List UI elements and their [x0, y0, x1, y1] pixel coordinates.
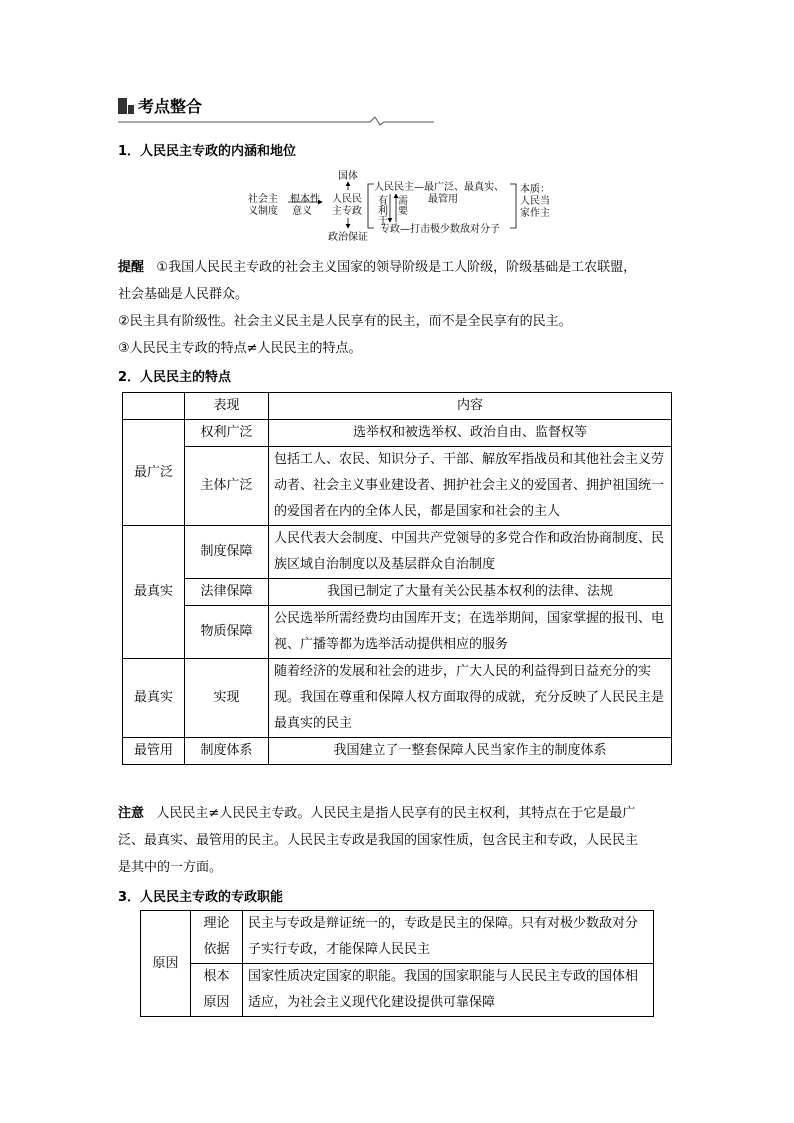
row-label: 制度保障	[185, 526, 269, 579]
header-performance: 表现	[185, 393, 269, 420]
node-democracy-b: 最管用	[428, 194, 458, 205]
table-row	[141, 911, 654, 964]
node-political-guarantee: 政治保证	[328, 232, 368, 243]
row-label: 物质保障	[185, 606, 269, 659]
section-marker-icon	[118, 98, 134, 114]
edge-v1a: 有	[378, 196, 388, 207]
node-state-system: 国体	[338, 171, 358, 182]
table-row	[123, 526, 672, 579]
row-label: 制度体系	[185, 738, 269, 765]
tip-line-1b: 社会基础是人民群众。	[118, 287, 249, 302]
edge-v2b: 要	[398, 206, 408, 217]
row-label: 权利广泛	[185, 420, 269, 447]
row-content: 人民代表大会制度、中国共产党领导的多党合作和政治协商制度、民族区域自治制度以及基层群众自治制度	[269, 526, 672, 579]
note-line-2: 泛、最真实、最管用的民主。人民民主专政是我国的国家性质，包含民主和专政，人民民主	[118, 833, 639, 848]
note-block	[118, 800, 678, 881]
node-democracy-a: 人民民主—最广泛、最真实、	[374, 182, 504, 193]
row-label: 理论 依据	[191, 911, 243, 964]
edge-v2a: 需	[398, 196, 408, 207]
node-essence-a: 本质：	[520, 184, 550, 195]
tip-label: 提醒	[118, 260, 145, 275]
row-label: 法律保障	[185, 579, 269, 606]
header-content: 内容	[269, 393, 672, 420]
section-underline	[118, 116, 434, 126]
row-content: 选举权和被选举权、政治自由、监督权等	[269, 420, 672, 447]
row-content: 我国已制定了大量有关公民基本权利的法律、法规	[269, 579, 672, 606]
tip-line-1: 提醒 ①我国人民民主专政的社会主义国家的领导阶级是工人阶级，阶级基础是工农联盟，	[118, 260, 637, 275]
tip-line-2: ②民主具有阶级性。社会主义民主是人民享有的民主，而不是全民享有的民主。	[118, 314, 572, 329]
node-social-system-b: 义制度	[248, 206, 278, 217]
tip-block	[118, 254, 678, 362]
concept-diagram	[240, 168, 580, 248]
row-content: 我国建立了一整套保障人民当家作主的制度体系	[269, 738, 672, 765]
features-table	[122, 392, 672, 765]
edge-label-a: 根本性	[290, 194, 320, 205]
node-social-system-a: 社会主	[248, 194, 278, 205]
table-header-row	[123, 393, 672, 420]
node-essence-c: 家作主	[520, 208, 550, 219]
tip-line-3: ③人民民主专政的特点≠人民民主的特点。	[118, 341, 362, 356]
item3-heading: 3．人民民主专政的专政职能	[118, 890, 284, 905]
table-row	[123, 447, 672, 526]
row-content: 公民选举所需经费均由国库开支；在选举期间，国家掌握的报刊、电视、广播等都为选举活动提供相应的服务	[269, 606, 672, 659]
node-dictatorship-a: 人民民	[332, 194, 362, 205]
group-most-real-2: 最真实	[123, 659, 185, 738]
row-label: 根本 原因	[191, 964, 243, 1017]
note-label: 注意	[118, 806, 145, 821]
table-row	[123, 420, 672, 447]
function-table	[140, 910, 654, 1017]
row-label: 主体广泛	[185, 447, 269, 526]
row-content: 民主与专政是辩证统一的，专政是民主的保障。只有对极少数敌对分子实行专政，才能保障人民民主	[243, 911, 654, 964]
table-row	[123, 659, 672, 738]
table-row	[123, 579, 672, 606]
section-title-text: 考点整合	[138, 97, 203, 116]
row-label: 实现	[185, 659, 269, 738]
node-essence-b: 人民当	[520, 196, 550, 207]
section-title	[118, 94, 202, 117]
table-row	[123, 738, 672, 765]
edge-v1b: 利	[378, 206, 388, 217]
group-most-effective: 最管用	[123, 738, 185, 765]
row-content: 国家性质决定国家的职能。我国的国家职能与人民民主专政的国体相适应，为社会主义现代化建设提供可靠保障	[243, 964, 654, 1017]
edge-v1c: 于	[378, 216, 388, 227]
row-content: 包括工人、农民、知识分子、干部、解放军指战员和其他社会主义劳动者、社会主义事业建设者、拥护社会主义的爱国者、拥护祖国统一的爱国者在内的全体人民，都是国家和社会的主人	[269, 447, 672, 526]
edge-label-b: 意义	[292, 206, 312, 217]
note-line-1: 注意 人民民主≠人民民主专政。人民民主是指人民享有的民主权利，其特点在于它是最广	[118, 806, 636, 821]
header-blank	[123, 393, 185, 420]
table-row	[141, 964, 654, 1017]
item2-heading: 2．人民民主的特点	[118, 370, 232, 385]
node-dictatorship-b: 主专政	[332, 206, 362, 217]
table-row	[123, 606, 672, 659]
row-content: 随着经济的发展和社会的进步，广大人民的利益得到日益充分的实现。我国在尊重和保障人权方面取得的成就，充分反映了人民民主是最真实的民主	[269, 659, 672, 738]
group-most-real: 最真实	[123, 526, 185, 659]
group-broadest: 最广泛	[123, 420, 185, 526]
note-line-3: 是其中的一方面。	[118, 860, 223, 875]
group-reason: 原因	[141, 911, 191, 1017]
node-dictatorship-desc: 专政—打击极少数敌对分子	[380, 224, 500, 235]
item1-heading: 1．人民民主专政的内涵和地位	[118, 144, 297, 159]
